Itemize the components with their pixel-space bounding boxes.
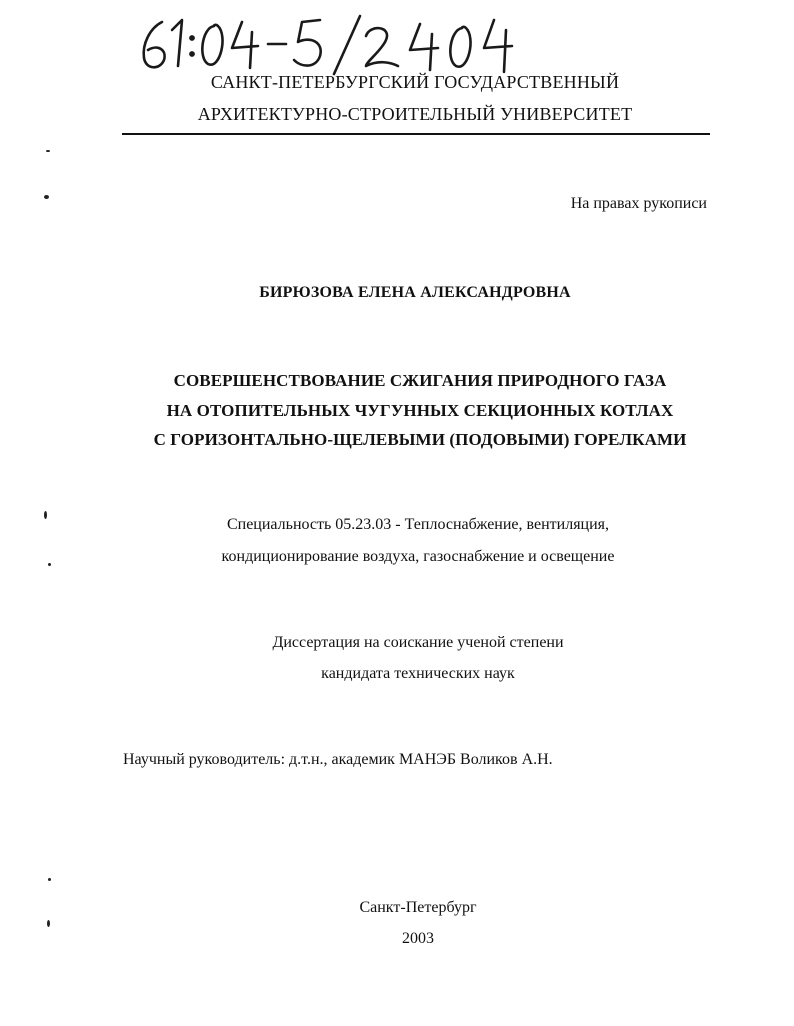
- year: 2003: [402, 930, 434, 947]
- university-name-line-1: САНКТ-ПЕТЕРБУРГСКИЙ ГОСУДАРСТВЕННЫЙ: [210, 72, 620, 92]
- manuscript-rights-note: На правах рукописи: [570, 195, 707, 212]
- scientific-advisor: Научный руководитель: д.т.н., академик МАНЭБ Воликов А.Н.: [123, 751, 553, 768]
- scan-speck: [44, 195, 49, 199]
- author-name: БИРЮЗОВА ЕЛЕНА АЛЕКСАНДРОВНА: [259, 284, 571, 301]
- city: Санкт-Петербург: [359, 899, 477, 916]
- scan-speck: [46, 150, 50, 152]
- thesis-title-line-3: С ГОРИЗОНТАЛЬНО-ЩЕЛЕВЫМИ (ПОДОВЫМИ) ГОРЕЛКАМИ: [153, 430, 687, 449]
- university-name-line-2: АРХИТЕКТУРНО-СТРОИТЕЛЬНЫЙ УНИВЕРСИТЕТ: [197, 104, 633, 124]
- degree-line-1: Диссертация на соискание ученой степени: [272, 634, 564, 651]
- degree-line-2: кандидата технических наук: [321, 665, 515, 682]
- scan-speck: [47, 920, 50, 927]
- scan-speck: [48, 878, 51, 881]
- thesis-title-line-2: НА ОТОПИТЕЛЬНЫХ ЧУГУННЫХ СЕКЦИОННЫХ КОТЛАХ: [166, 401, 674, 420]
- specialty-line-1: Специальность 05.23.03 - Теплоснабжение, вентиляция,: [226, 516, 610, 533]
- header-divider: [122, 133, 710, 135]
- thesis-title-line-1: СОВЕРШЕНСТВОВАНИЕ СЖИГАНИЯ ПРИРОДНОГО ГАЗА: [173, 371, 667, 390]
- handwritten-archive-code: [134, 14, 524, 76]
- specialty-line-2: кондиционирование воздуха, газоснабжение и освещение: [221, 548, 615, 565]
